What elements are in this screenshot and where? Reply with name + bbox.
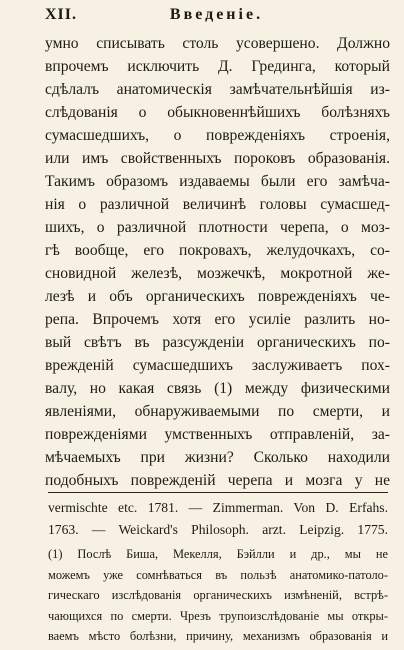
text-line: слѣдованія о обыкновеннѣйшихъ болѣзняхъ bbox=[45, 104, 390, 121]
text-line: врежденій сумасшедшихъ заслуживаетъ пох- bbox=[45, 357, 390, 374]
text-line: подобныхъ поврежденій черепа и мозга у не bbox=[45, 472, 390, 489]
footnote-line: можемъ уже сомнѣваться въ пользѣ анатомико-патоло- bbox=[48, 567, 388, 582]
footnote bbox=[48, 544, 388, 647]
text-line: или имъ свойственныхъ пороковъ образованія. bbox=[45, 150, 390, 167]
footnote-line: (1) Послѣ Биша, Мекелля, Бэйлли и др., мы не bbox=[48, 547, 388, 561]
reference-line: vermischte etc. 1781. — Zimmerman. Von D. Erfahs. bbox=[48, 500, 388, 515]
text-line: сдѣлалъ анатомическія замѣчательнѣйшія из- bbox=[45, 81, 390, 98]
text-line: репа. Впрочемъ хотя его усиліе разлить но- bbox=[45, 311, 390, 328]
footnote-divider bbox=[48, 492, 388, 493]
text-line: впрочемъ исключить Д. Грединга, который bbox=[45, 58, 390, 75]
text-line: лезѣ и объ органическихъ поврежденіяхъ че- bbox=[45, 288, 390, 305]
text-line: шихъ, о различной плотности черепа, о моз- bbox=[45, 219, 390, 236]
text-line: Такимъ образомъ издаваемы были его замѣча- bbox=[45, 173, 390, 190]
text-line: сумасшедшихъ, о поврежденіяхъ строенія, bbox=[45, 127, 390, 144]
text-line: умно списывать столь усовершено. Должно bbox=[45, 35, 390, 52]
footnote-line: ваемъ мѣсто болѣзни, причину, механизмъ образованія и bbox=[48, 629, 388, 643]
text-line: мѣчаемыхъ при жизни? Сколько находили bbox=[45, 449, 390, 466]
main-text bbox=[45, 32, 390, 492]
text-line: сновидной железѣ, мозжечкѣ, мокротной же- bbox=[45, 265, 390, 282]
text-line: валу, но какая связь (1) между физическими bbox=[45, 380, 390, 397]
running-head: Введеніе. bbox=[169, 6, 264, 23]
notes-section bbox=[48, 497, 388, 647]
text-line: поврежденіями умственныхъ отправленій, за- bbox=[45, 426, 390, 443]
footnote-line: чающихся по смерти. Чрезъ трупоизслѣдованіе мы откры- bbox=[48, 608, 388, 623]
text-line: гѣ вообще, его покровахъ, желудочкахъ, со- bbox=[45, 242, 390, 259]
page-number: XII. bbox=[45, 6, 78, 23]
text-line: вый свѣтъ въ разсужденіи органическихъ по- bbox=[45, 334, 390, 351]
text-line: явленіями, обнаруживаемыми по смерти, и bbox=[45, 403, 390, 420]
footnote-line: гическаго изслѣдованія органическихъ измѣненій, встрѣ- bbox=[48, 588, 388, 602]
page-header bbox=[45, 6, 388, 26]
text-line: нія о различной величинѣ головы сумасшед- bbox=[45, 196, 390, 213]
references bbox=[48, 497, 388, 541]
reference-line: 1763. — Weickard's Philosoph. arzt. Leipzig. 1775. bbox=[48, 522, 388, 537]
